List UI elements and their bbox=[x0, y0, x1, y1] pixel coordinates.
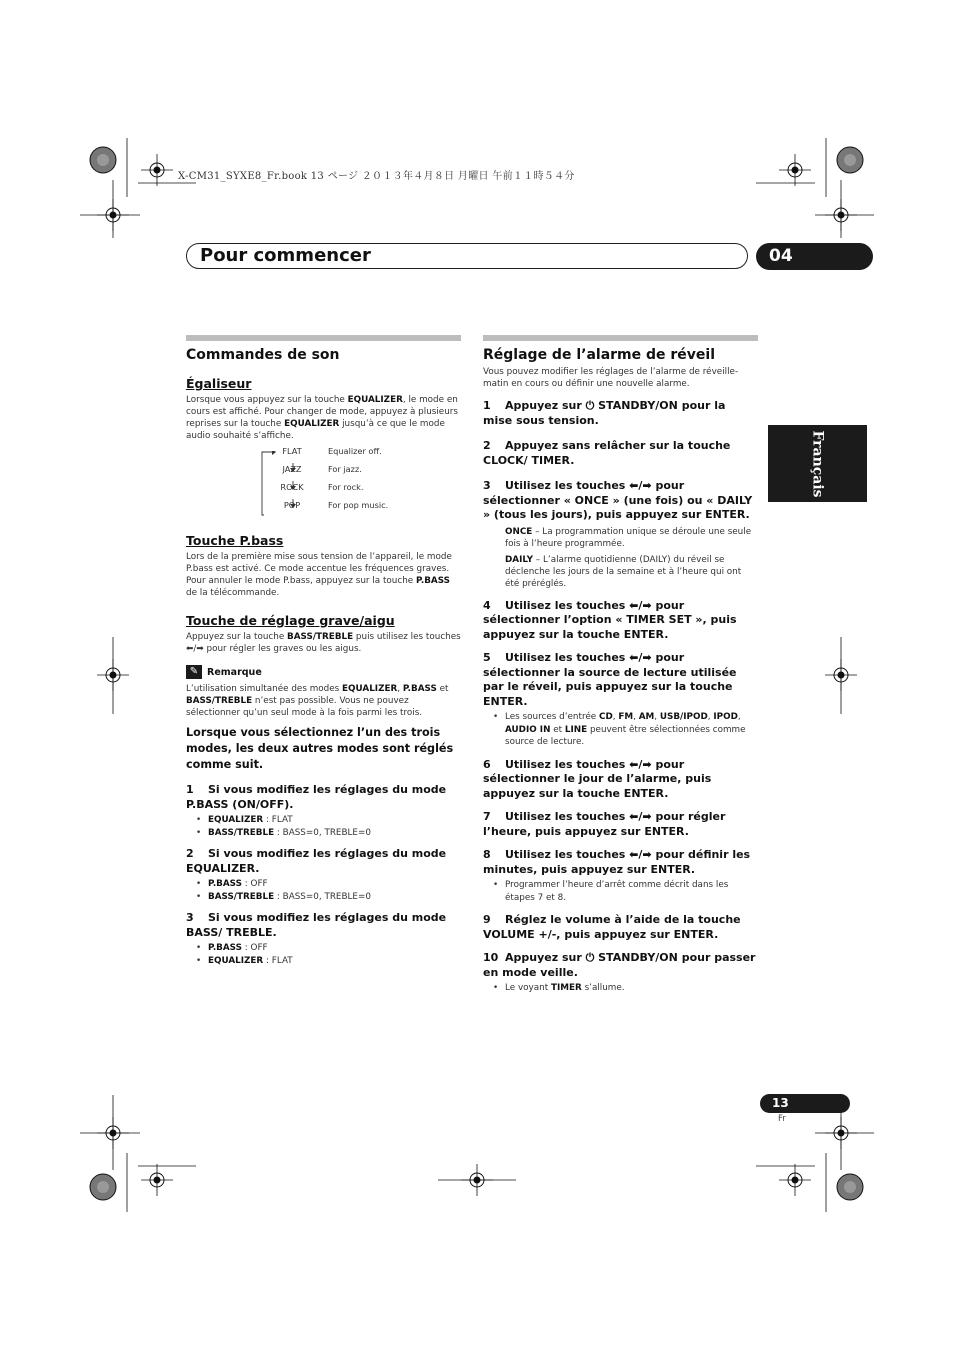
right-step-list bbox=[483, 399, 758, 995]
alarm-intro: Vous pouvez modifier les réglages de l’alarme de réveille-matin en cours ou définir une nouvelle alarme. bbox=[483, 367, 739, 389]
pbass-text: Lors de la première mise sous tension de l’appareil, le mode P.bass est activé. Ce mode accentue les fréquences graves. Pour annuler le mode P.bass, appuyez sur la touche P.BASS de la télécommande. bbox=[186, 552, 452, 598]
eq-mode-desc: For rock. bbox=[328, 482, 364, 492]
bullet-item: • P.BASS : OFF bbox=[196, 878, 461, 891]
print-header: X-CM31_SYXE8_Fr.book 13 ページ ２０１３年４月８日 月曜日 午前１１時５４分 bbox=[178, 171, 575, 182]
bold-paragraph: Lorsque vous sélectionnez l’un des trois modes, les deux autres modes sont réglés comme suit. bbox=[186, 726, 454, 771]
bullet-item: • EQUALIZER : FLAT bbox=[196, 814, 461, 827]
egaliseur-text: Lorsque vous appuyez sur la touche EQUALIZER, le mode en cours est affiché. Pour changer de mode, appuyez à plusieurs reprises sur la touche EQUALIZER jusqu’à ce que le mode audio souhaité s’affiche. bbox=[186, 395, 458, 441]
right-column bbox=[483, 335, 758, 995]
step-item: 4 Utilisez les touches ⬅/➡ pour sélectionner l’option « TIMER SET », puis appuyez sur la touche ENTER. bbox=[483, 598, 737, 641]
bullet-item: • EQUALIZER : FLAT bbox=[196, 955, 461, 968]
eq-mode-row bbox=[268, 496, 388, 514]
bullet-item: • BASS/TREBLE : BASS=0, TREBLE=0 bbox=[196, 827, 461, 840]
section-title-alarm: Réglage de l’alarme de réveil bbox=[483, 347, 716, 363]
eq-mode-name: POP bbox=[283, 500, 301, 510]
subhead-pbass: Touche P.bass bbox=[186, 533, 284, 548]
language-tab-label: Français bbox=[809, 429, 826, 498]
bullet-item: • Programmer l’heure d’arrêt comme décrit dans les étapes 7 et 8. bbox=[493, 879, 758, 904]
section-bar bbox=[186, 335, 461, 341]
step-item: 9 Réglez le volume à l’aide de la touche VOLUME +/-, puis appuyez sur ENTER. bbox=[483, 913, 741, 941]
once-description: ONCE – La programmation unique se déroule une seule fois à l’heure programmée. bbox=[505, 526, 752, 549]
note-pencil-icon: ✎ bbox=[186, 665, 202, 679]
step-item: 8 Utilisez les touches ⬅/➡ pour définir les minutes, puis appuyez sur ENTER. bbox=[483, 848, 751, 876]
step-item: 1 Appuyez sur ⏻ STANDBY/ON pour la mise sous tension. bbox=[483, 399, 726, 427]
step-item: 3 Si vous modifiez les réglages du mode BASS/ TREBLE. bbox=[186, 911, 447, 939]
chapter-title: Pour commencer bbox=[200, 245, 371, 266]
step-item: 10 Appuyez sur ⏻ STANDBY/ON pour passer en mode veille. bbox=[483, 951, 756, 979]
eq-mode-row bbox=[268, 442, 388, 460]
language-tab bbox=[768, 425, 867, 502]
step-bullets bbox=[483, 879, 758, 904]
step-bullets bbox=[483, 982, 758, 995]
eq-mode-name: ROCK bbox=[280, 482, 304, 492]
eq-mode-row bbox=[268, 460, 388, 478]
step-bullets bbox=[186, 878, 461, 903]
daily-description: DAILY – L’alarme quotidienne (DAILY) du réveil se déclenche les jours de la semaine et à l’heure qui ont été préréglés. bbox=[505, 554, 742, 589]
left-column bbox=[186, 335, 461, 967]
step-bullets bbox=[186, 942, 461, 967]
bullet-item: • BASS/TREBLE : BASS=0, TREBLE=0 bbox=[196, 891, 461, 904]
step-item: 6 Utilisez les touches ⬅/➡ pour sélectionner le jour de l’alarme, puis appuyez sur la touche ENTER. bbox=[483, 757, 712, 800]
eq-mode-desc: For jazz. bbox=[328, 464, 362, 474]
bullet-item: • Les sources d’entrée CD, FM, AM, USB/IPOD, IPOD, AUDIO IN et LINE peuvent être sélectionnées comme source de lecture. bbox=[493, 711, 758, 749]
section-bar bbox=[483, 335, 758, 341]
note-text: L’utilisation simultanée des modes EQUALIZER, P.BASS et BASS/TREBLE n’est pas possible. Vous ne pouvez sélectionner qu’un seul mode à la fois parmi les trois. bbox=[186, 684, 449, 718]
bullet-item: • Le voyant TIMER s’allume. bbox=[493, 982, 758, 995]
section-title-sound: Commandes de son bbox=[186, 347, 340, 363]
left-step-list bbox=[186, 783, 461, 967]
eq-mode-desc: Equalizer off. bbox=[328, 446, 382, 456]
step-bullets bbox=[186, 814, 461, 839]
chapter-number: 04 bbox=[756, 243, 873, 270]
note-header bbox=[186, 665, 461, 679]
step-item: 5 Utilisez les touches ⬅/➡ pour sélectionner la source de lecture utilisée par le réveil, puis appuyez sur la touche ENTER. bbox=[483, 651, 737, 708]
subhead-egaliseur: Égaliseur bbox=[186, 376, 252, 391]
page-number: 13 bbox=[760, 1094, 850, 1113]
step-item: 2 Si vous modifiez les réglages du mode EQUALIZER. bbox=[186, 847, 447, 875]
step-item: 2 Appuyez sans relâcher sur la touche CLOCK/ TIMER. bbox=[483, 439, 731, 467]
subhead-grave-aigu: Touche de réglage grave/aigu bbox=[186, 613, 395, 628]
equalizer-mode-diagram bbox=[256, 446, 461, 523]
step-bullets bbox=[483, 711, 758, 749]
step-item: 7 Utilisez les touches ⬅/➡ pour régler l’heure, puis appuyez sur ENTER. bbox=[483, 810, 726, 838]
eq-mode-desc: For pop music. bbox=[328, 500, 389, 510]
grave-aigu-text: Appuyez sur la touche BASS/TREBLE puis utilisez les touches ⬅/➡ pour régler les graves ou les aigus. bbox=[186, 632, 461, 654]
step-item: 1 Si vous modifiez les réglages du mode P.BASS (ON/OFF). bbox=[186, 783, 447, 811]
step-item: 3 Utilisez les touches ⬅/➡ pour sélectionner « ONCE » (une fois) ou « DAILY » (tous les jours), puis appuyez sur ENTER. bbox=[483, 479, 753, 521]
eq-mode-name: FLAT bbox=[282, 446, 302, 456]
note-label: Remarque bbox=[207, 666, 262, 678]
eq-mode-name: JAZZ bbox=[282, 464, 302, 474]
page-language: Fr bbox=[778, 1114, 786, 1124]
bullet-item: • P.BASS : OFF bbox=[196, 942, 461, 955]
eq-mode-row bbox=[268, 478, 388, 496]
